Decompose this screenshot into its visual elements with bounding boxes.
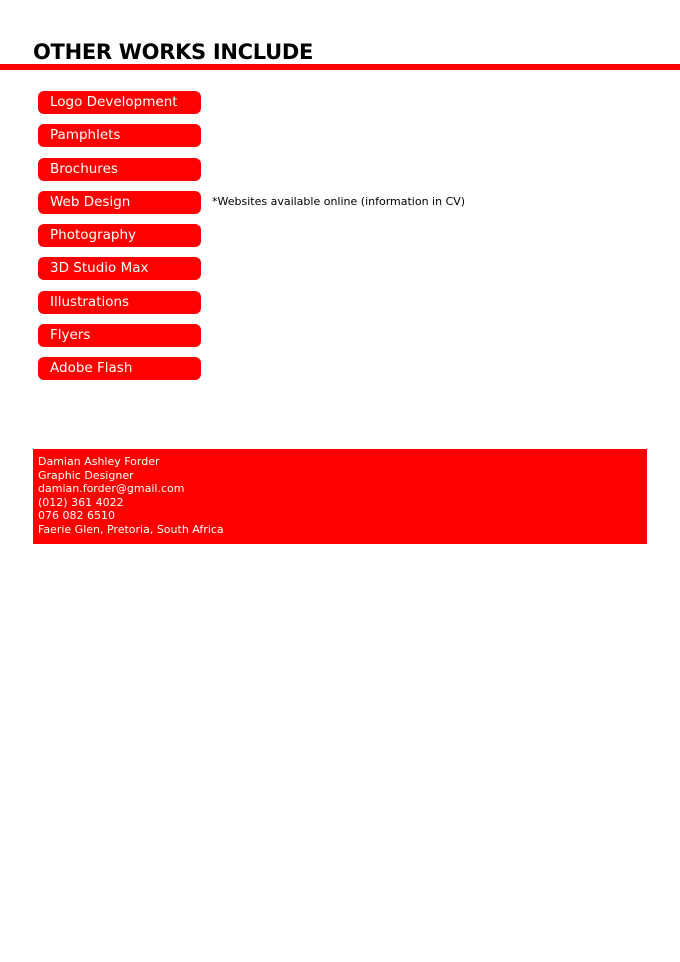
contact-block [33, 449, 647, 544]
work-item-flyers: Flyers [38, 324, 201, 347]
contact-role: Graphic Designer [38, 468, 134, 482]
work-item-photography: Photography [38, 224, 201, 247]
work-item-pamphlets: Pamphlets [38, 124, 201, 147]
work-item-logo-development: Logo Development [38, 91, 201, 114]
web-design-note: *Websites available online (information in CV) [212, 195, 466, 208]
work-item-web-design: Web Design [38, 191, 201, 214]
contact-phone: (012) 361 4022 [38, 495, 124, 509]
contact-email: damian.forder@gmail.com [38, 482, 185, 496]
work-item-3d-studio-max: 3D Studio Max [38, 257, 201, 280]
works-list [38, 91, 201, 391]
contact-mobile: 076 082 6510 [38, 509, 115, 523]
title-divider [0, 64, 680, 70]
page-title: OTHER WORKS INCLUDE [33, 40, 314, 64]
work-item-adobe-flash: Adobe Flash [38, 357, 201, 380]
work-item-illustrations: Illustrations [38, 291, 201, 314]
work-item-brochures: Brochures [38, 158, 201, 181]
contact-name: Damian Ashley Forder [38, 455, 160, 468]
contact-location: Faerie Glen, Pretoria, South Africa [38, 522, 224, 536]
